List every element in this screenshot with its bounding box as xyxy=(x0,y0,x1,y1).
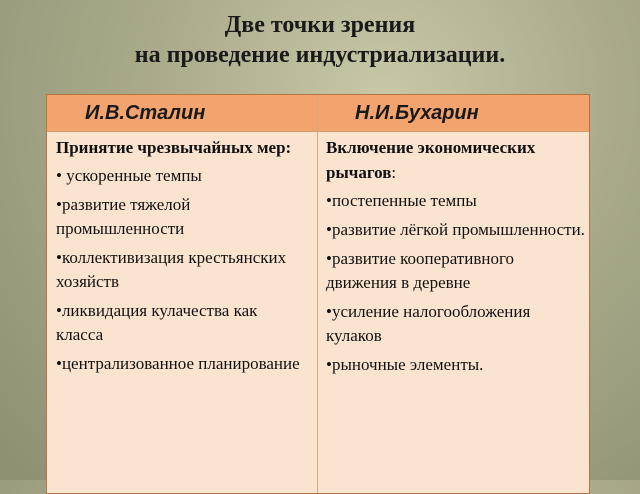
list-item: •централизованное планирование xyxy=(56,354,300,373)
list-item: •развитие лёгкой промышленности. xyxy=(326,220,585,239)
list-item: •усиление налогообложения кулаков xyxy=(326,302,531,345)
bukharin-column xyxy=(326,135,586,382)
stalin-column xyxy=(56,135,308,381)
bukharin-heading-wrap xyxy=(326,135,586,185)
header-stalin: И.В.Сталин xyxy=(85,102,206,124)
list-item: •развитие кооперативного движения в деревне xyxy=(326,249,515,292)
slide-title-line2: на проведение индустриализации. xyxy=(134,42,506,68)
table-header-row xyxy=(47,95,589,132)
list-item: •развитие тяжелой промышленности xyxy=(56,195,191,238)
list-item: • ускоренные темпы xyxy=(56,166,202,185)
bukharin-heading: Включение экономических рычагов xyxy=(326,138,536,182)
list-item: •коллективизация крестьянских хозяйств xyxy=(56,248,287,291)
header-bukharin: Н.И.Бухарин xyxy=(355,102,479,124)
list-item: •постепенные темпы xyxy=(326,191,477,210)
slide-title-line1: Две точки зрения xyxy=(224,12,416,38)
bukharin-list xyxy=(326,189,586,377)
bukharin-heading-colon: : xyxy=(391,163,397,182)
column-divider xyxy=(317,95,318,493)
slide-title xyxy=(0,10,640,70)
list-item: •рыночные элементы. xyxy=(326,355,484,374)
stalin-heading: Принятие чрезвычайных мер: xyxy=(56,138,292,157)
stalin-list xyxy=(56,164,308,376)
list-item: •ликвидация кулачества как класса xyxy=(56,301,258,344)
comparison-table xyxy=(46,94,590,494)
